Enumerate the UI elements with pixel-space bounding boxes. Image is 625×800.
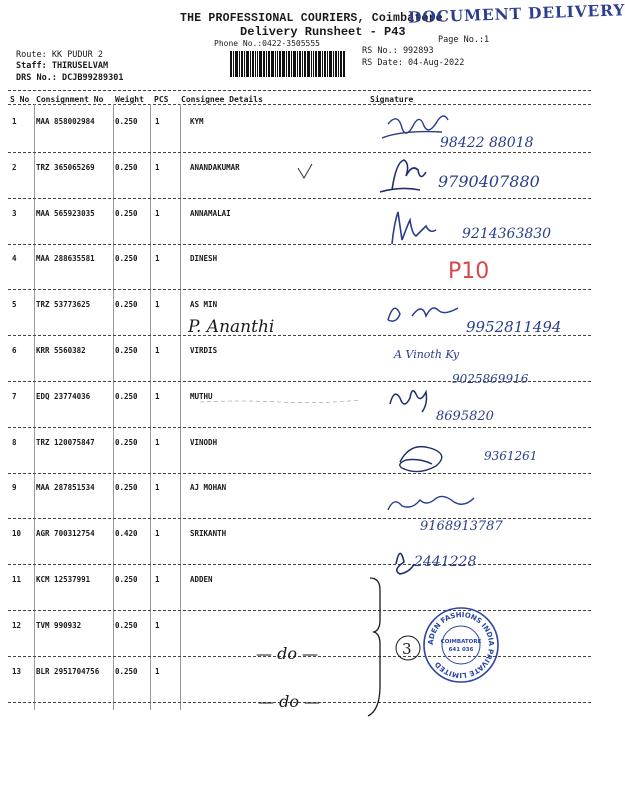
row-weight: 0.250 [115,254,138,264]
row-weight: 0.250 [115,483,138,493]
row-sno: 4 [12,254,17,264]
row-5-phone: 9952811494 [466,318,562,336]
row-pcs: 1 [155,437,160,447]
row-weight: 0.250 [115,391,138,401]
staff: Staff: THIRUSELVAM [16,61,109,71]
row-sno: 1 [12,117,17,126]
row-pcs: 1 [155,575,160,584]
company-seal [424,608,498,682]
row-consignee: MUTHU [190,391,213,401]
row-consignment-no: TRZ 365065269 [36,162,95,172]
signature-row-8 [400,447,442,472]
runsheet-title: Delivery Runsheet - P43 [240,25,406,39]
row-sno: 11 [12,575,22,584]
row-4-red-note: P10 [448,259,490,284]
page-number: Page No.:1 [438,35,490,45]
col-header-pcs: PCS [154,95,169,104]
row-consignment-no: TRZ 53773625 [36,300,91,310]
row-pcs: 1 [155,666,160,676]
row-consignee: SRIKANTH [190,529,227,539]
signature-row-10 [396,553,414,574]
col-header-weight: Weight [115,95,144,104]
signature-row-2 [380,160,426,192]
row-pcs: 1 [155,254,160,264]
row-sno: 13 [12,666,22,676]
drs-number: DRS No.: DCJB99289301 [16,73,124,83]
seal-city: COIMBATORE [440,639,482,645]
col-header-consignee: Consignee Details [181,95,263,104]
row-consignment-no: MAA 287851534 [36,483,95,493]
row-sno: 10 [12,529,22,539]
row-sno: 12 [12,620,22,630]
signature-row-9 [388,496,474,510]
ditto-mark-row-12: — do — [256,644,319,663]
seal-pin: 641 036 [448,647,474,653]
signature-row-5 [388,308,458,321]
row-consignment-no: BLR 2951704756 [36,666,100,676]
row-consignment-no: EDQ 23774036 [36,391,91,401]
row-consignee: VIRDIS [190,346,218,355]
row-6-name: A Vinoth Ky [394,348,460,361]
row-consignee: ANANDAKUMAR [190,162,240,172]
row-3-phone: 9214363830 [462,226,552,242]
route: Route: KK PUDUR 2 [16,50,103,60]
row-7-phone: 8695820 [436,409,494,424]
signature-row-1 [382,116,448,138]
row-consignment-no: MAA 858002984 [36,117,95,126]
signature-row-7 [390,391,427,412]
row-pcs: 1 [155,300,160,310]
row-sno: 6 [12,346,17,355]
row-sno: 9 [12,483,17,493]
row-consignment-no: KRR 5560382 [36,346,86,355]
col-header-consignment: Consignment No [36,95,104,104]
faint-scribble [200,400,360,403]
row-weight: 0.250 [115,162,138,172]
document-delivery-stamp: DOCUMENT DELIVERY [407,0,625,27]
row-consignee: ADDEN [190,575,213,584]
row-pcs: 1 [155,117,160,126]
group-brace [368,578,380,716]
tick-mark [298,164,312,178]
row-weight: 0.420 [115,529,138,539]
row-9-phone: 9168913787 [420,519,503,534]
phone-number: Phone No.:0422-3505555 [214,39,320,48]
row-1-phone: 98422 88018 [440,135,534,151]
row-sno: 5 [12,300,17,310]
row-weight: 0.250 [115,666,138,676]
row-consignee: ANNAMALAI [190,208,231,218]
rs-date: RS Date: 04-Aug-2022 [362,58,465,68]
row-sno: 7 [12,391,17,401]
row-2-phone: 9790407880 [438,172,540,191]
rs-number: RS No.: 992893 [362,46,434,56]
row-6-phone: 9025869916 [452,372,529,386]
row-pcs: 1 [155,162,160,172]
row-pcs: 1 [155,620,160,630]
company-name: THE PROFESSIONAL COURIERS, Coimbatore [180,12,443,25]
row-weight: 0.250 [115,300,138,310]
row-sno: 8 [12,437,17,447]
row-consignment-no: TVM 990932 [36,620,82,630]
row-10-phone: 2441228 [414,554,477,570]
row-weight: 0.250 [115,117,138,126]
col-header-signature: Signature [370,95,414,104]
row-consignment-no: KCM 12537991 [36,575,91,584]
row-8-phone: 9361261 [484,449,538,463]
row-weight: 0.250 [115,346,138,355]
row-consignment-no: MAA 565923035 [36,208,95,218]
signature-row-3 [392,212,436,244]
row-consignment-no: AGR 700312754 [36,529,95,539]
row-sno: 2 [12,162,17,172]
col-header-sno: S No [10,95,30,104]
row-sno: 3 [12,208,17,218]
ditto-mark-row-13: — do — [258,692,321,711]
row-weight: 0.250 [115,620,138,630]
row-consignee: DINESH [190,254,218,264]
row-consignee: AS MIN [190,300,218,310]
row-consignee: VINODH [190,437,218,447]
row-5-consignee-name: P. Ananthi [188,317,275,337]
row-consignment-no: TRZ 120075847 [36,437,95,447]
row-pcs: 1 [155,391,160,401]
row-consignee: KYM [190,117,204,126]
seal-ring-text: ADEN FASHIONS INDIA PRIVATE LIMITED [426,610,496,680]
row-weight: 0.250 [115,575,138,584]
row-pcs: 1 [155,483,160,493]
row-pcs: 1 [155,529,160,539]
count-number: 3 [402,640,412,658]
row-consignee: AJ MOHAN [190,483,227,493]
row-pcs: 1 [155,346,160,355]
row-weight: 0.250 [115,208,138,218]
row-weight: 0.250 [115,437,138,447]
row-consignment-no: MAA 288635581 [36,254,95,264]
row-pcs: 1 [155,208,160,218]
